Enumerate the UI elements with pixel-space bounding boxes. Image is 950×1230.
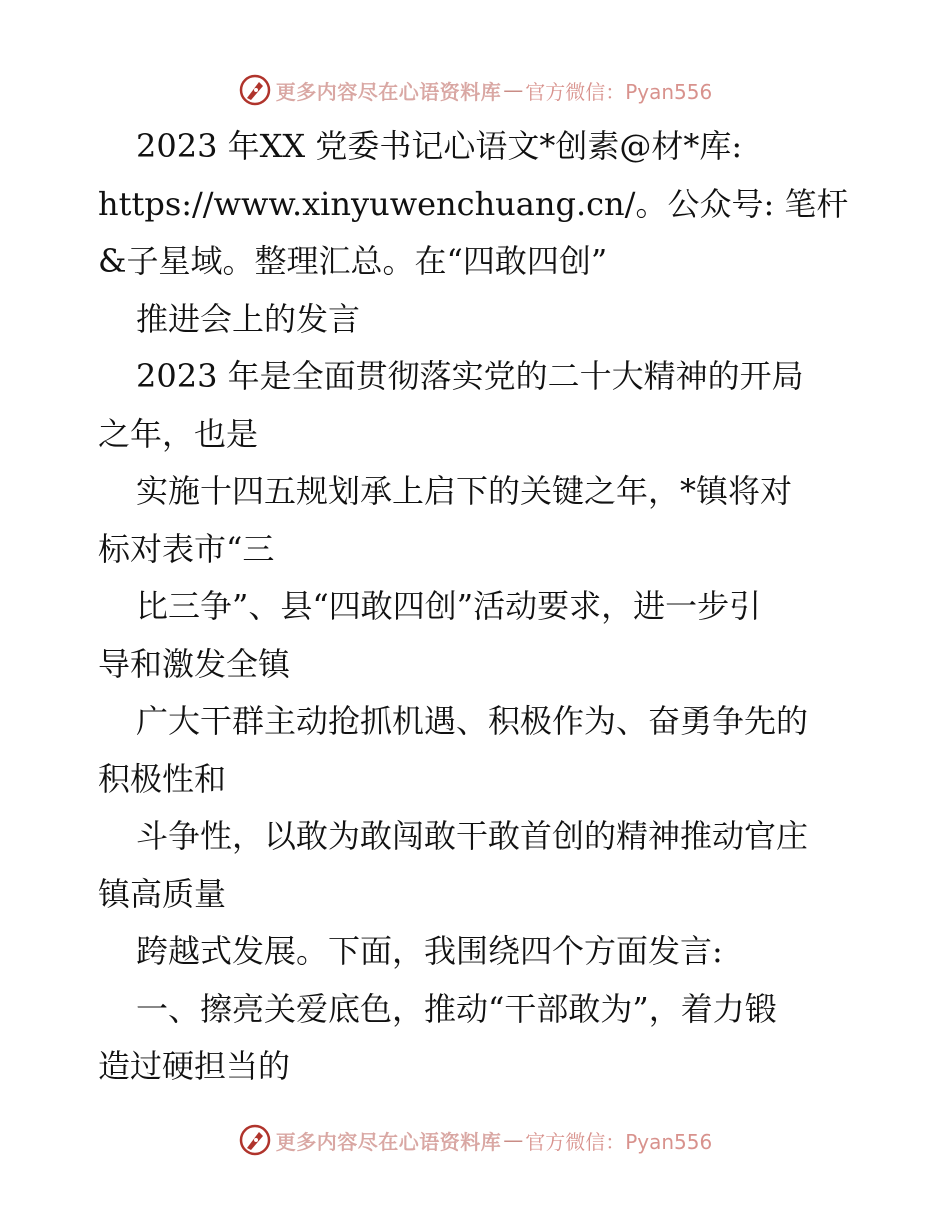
text-line: 镇高质量 xyxy=(98,874,227,913)
watermark-separator: — xyxy=(503,78,524,102)
text-line: 推进会上的发言 xyxy=(136,299,361,338)
text-line: 之年，也是 xyxy=(98,414,259,453)
text-line: 导和激发全镇 xyxy=(98,644,291,683)
watermark-banner-top xyxy=(0,70,950,110)
watermark-separator: — xyxy=(503,1128,524,1152)
text-line: 实施十四五规划承上启下的关键之年，*镇将对 xyxy=(136,472,793,510)
text-line: 积极性和 xyxy=(98,759,227,798)
watermark-wechat: 官方微信：Pyan556 xyxy=(525,79,713,104)
text-line: https://www.xinyuwenchuang.cn/。公众号: 笔杆 xyxy=(98,184,849,223)
text-line: 2023 年是全面贯彻落实党的二十大精神的开局 xyxy=(136,357,804,395)
text-line: 造过硬担当的 xyxy=(98,1047,291,1085)
watermark-wechat: 官方微信：Pyan556 xyxy=(525,1129,713,1154)
watermark-text: 更多内容尽在心语资料库 xyxy=(275,79,502,104)
text-line: 跨越式发展。下面，我围绕四个方面发言: xyxy=(136,932,723,970)
pen-nib-logo-icon xyxy=(238,1123,272,1157)
text-line: &子星域。整理汇总。在“四敢四创” xyxy=(98,242,608,280)
text-line: 标对表市“三 xyxy=(98,529,275,568)
watermark-banner-bottom xyxy=(0,1120,950,1160)
text-line: 广大干群主动抢抓机遇、积极作为、奋勇争先的 xyxy=(136,702,809,740)
text-line: 斗争性，以敢为敢闯敢干敢首创的精神推动官庄 xyxy=(136,817,809,855)
watermark-text: 更多内容尽在心语资料库 xyxy=(275,1129,502,1154)
text-line: 一、擦亮关爱底色，推动“干部敢为”，着力锻 xyxy=(136,989,777,1028)
document-body xyxy=(98,118,858,1096)
text-line: 2023 年XX 党委书记心语文*创素@材*库: xyxy=(136,127,743,165)
pen-nib-logo-icon xyxy=(238,73,272,107)
text-line: 比三争”、县“四敢四创”活动要求，进一步引 xyxy=(136,587,762,625)
